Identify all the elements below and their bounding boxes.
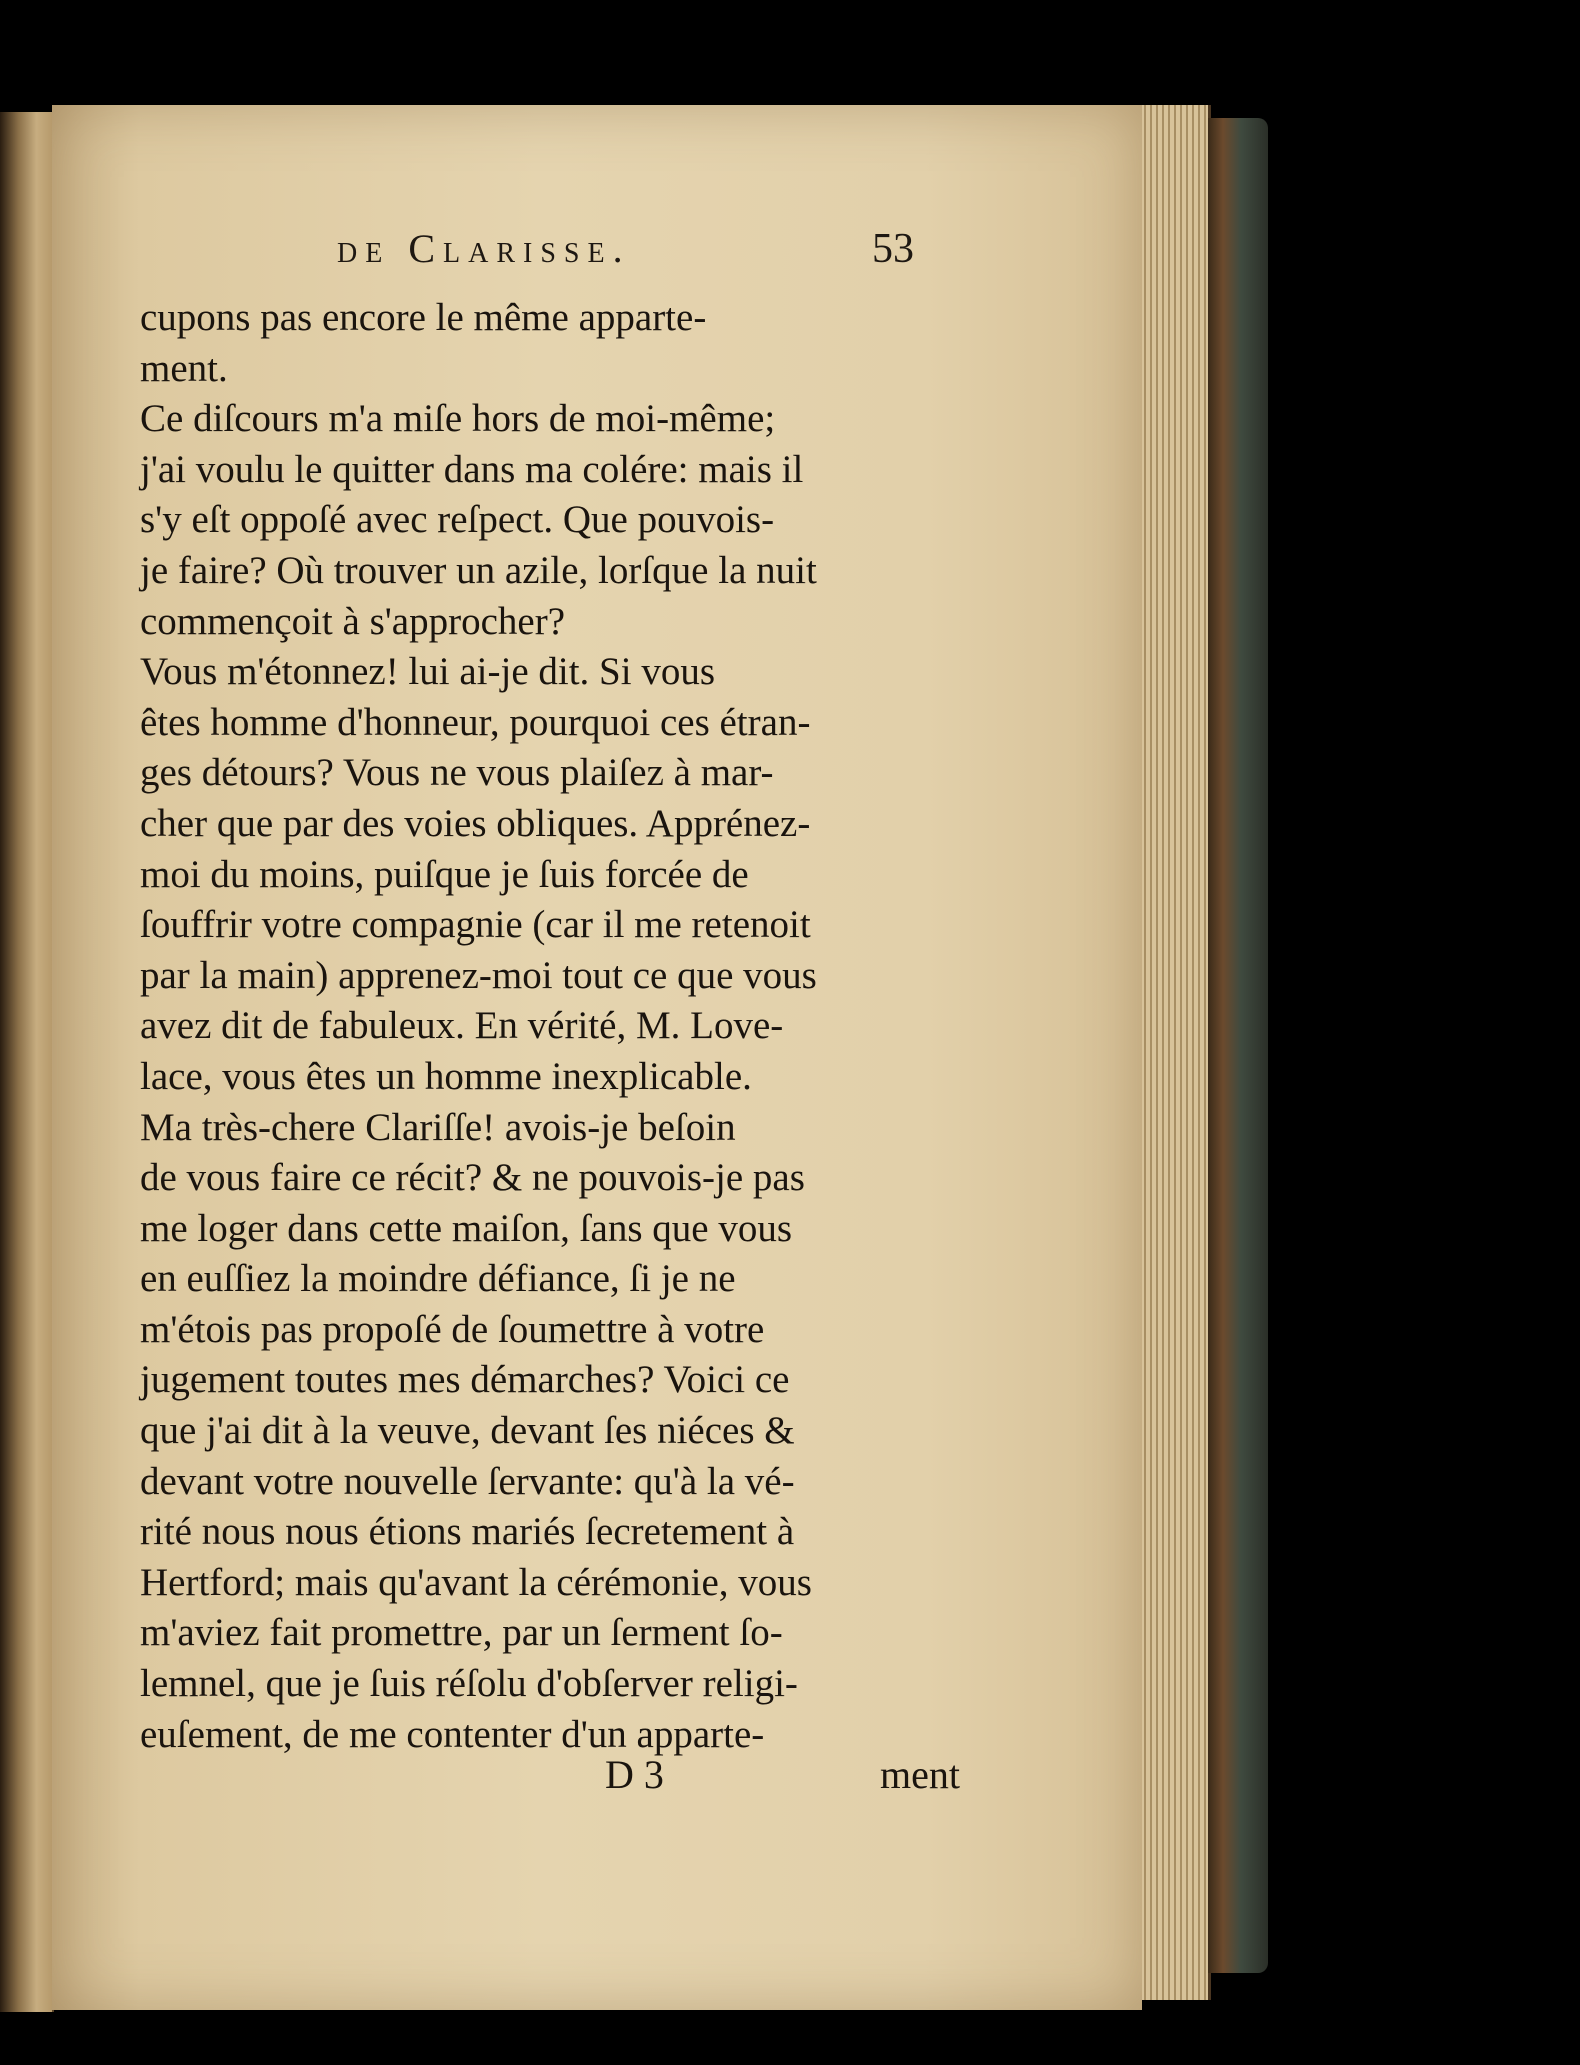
book-cover [1208, 118, 1268, 1973]
text-line: rité nous nous étions mariés ſecretement à [140, 1510, 795, 1554]
catchword: ment [880, 1752, 960, 1797]
text-line: ges détours? Vous ne vous plaiſez à mar- [140, 751, 774, 795]
text-line: Hertford; mais qu'avant la cérémonie, vous [140, 1560, 812, 1604]
text-line: j'ai voulu le quitter dans ma colére: mais il [140, 447, 804, 491]
text-line: de vous faire ce récit? & ne pouvois-je pas [140, 1156, 805, 1200]
text-line: lace, vous êtes un homme inexplicable. [140, 1054, 752, 1098]
signature-mark: D 3 [605, 1752, 664, 1797]
page-number: 53 [872, 226, 914, 272]
text-line: commençoit à s'approcher? [140, 599, 566, 643]
text-line: devant votre nouvelle ſervante: qu'à la vé- [140, 1459, 795, 1503]
text-line: moi du moins, puiſque je ſuis forcée de [140, 852, 749, 896]
text-line: m'étois pas propoſé de ſoumettre à votre [140, 1307, 765, 1351]
text-line: Vous m'étonnez! lui ai-je dit. Si vous [140, 650, 716, 694]
text-line: jugement toutes mes démarches? Voici ce [140, 1358, 790, 1402]
running-head-title: de Clarisse. [337, 226, 631, 271]
text-line: m'aviez fait promettre, par un ſerment ſo- [140, 1611, 783, 1655]
text-line: s'y eſt oppoſé avec reſpect. Que pouvois- [140, 498, 775, 542]
text-line: je faire? Où trouver un azile, lorſque la nuit [140, 548, 817, 592]
text-line: euſement, de me contenter d'un apparte- [140, 1712, 765, 1756]
text-line: êtes homme d'honneur, pourquoi ces étran- [140, 700, 811, 744]
page-footer [140, 1751, 970, 1806]
text-line: en euſſiez la moindre défiance, ſi je ne [140, 1257, 736, 1301]
text-line: que j'ai dit à la veuve, devant ſes niéces & [140, 1409, 795, 1453]
text-line: Ma très-chere Clariſſe! avois-je beſoin [140, 1105, 736, 1149]
text-line: par la main) apprenez-moi tout ce que vous [140, 953, 817, 997]
text-line: Ce diſcours m'a miſe hors de moi-même; [140, 397, 776, 441]
text-line: ment. [140, 346, 228, 390]
text-line: cher que par des voies obliques. Apprénez- [140, 801, 811, 845]
text-line: cupons pas encore le même apparte- [140, 296, 707, 339]
running-head [52, 225, 952, 285]
body-text [140, 293, 940, 1760]
text-line: me loger dans cette maiſon, ſans que vous [140, 1206, 792, 1250]
book-page [52, 105, 1142, 2010]
left-page-edge [0, 112, 54, 2012]
text-line: lemnel, que je ſuis réſolu d'obſerver religi- [140, 1662, 798, 1706]
text-line: avez dit de fabuleux. En vérité, M. Love- [140, 1004, 784, 1048]
text-line: ſouffrir votre compagnie (car il me retenoit [140, 903, 811, 947]
